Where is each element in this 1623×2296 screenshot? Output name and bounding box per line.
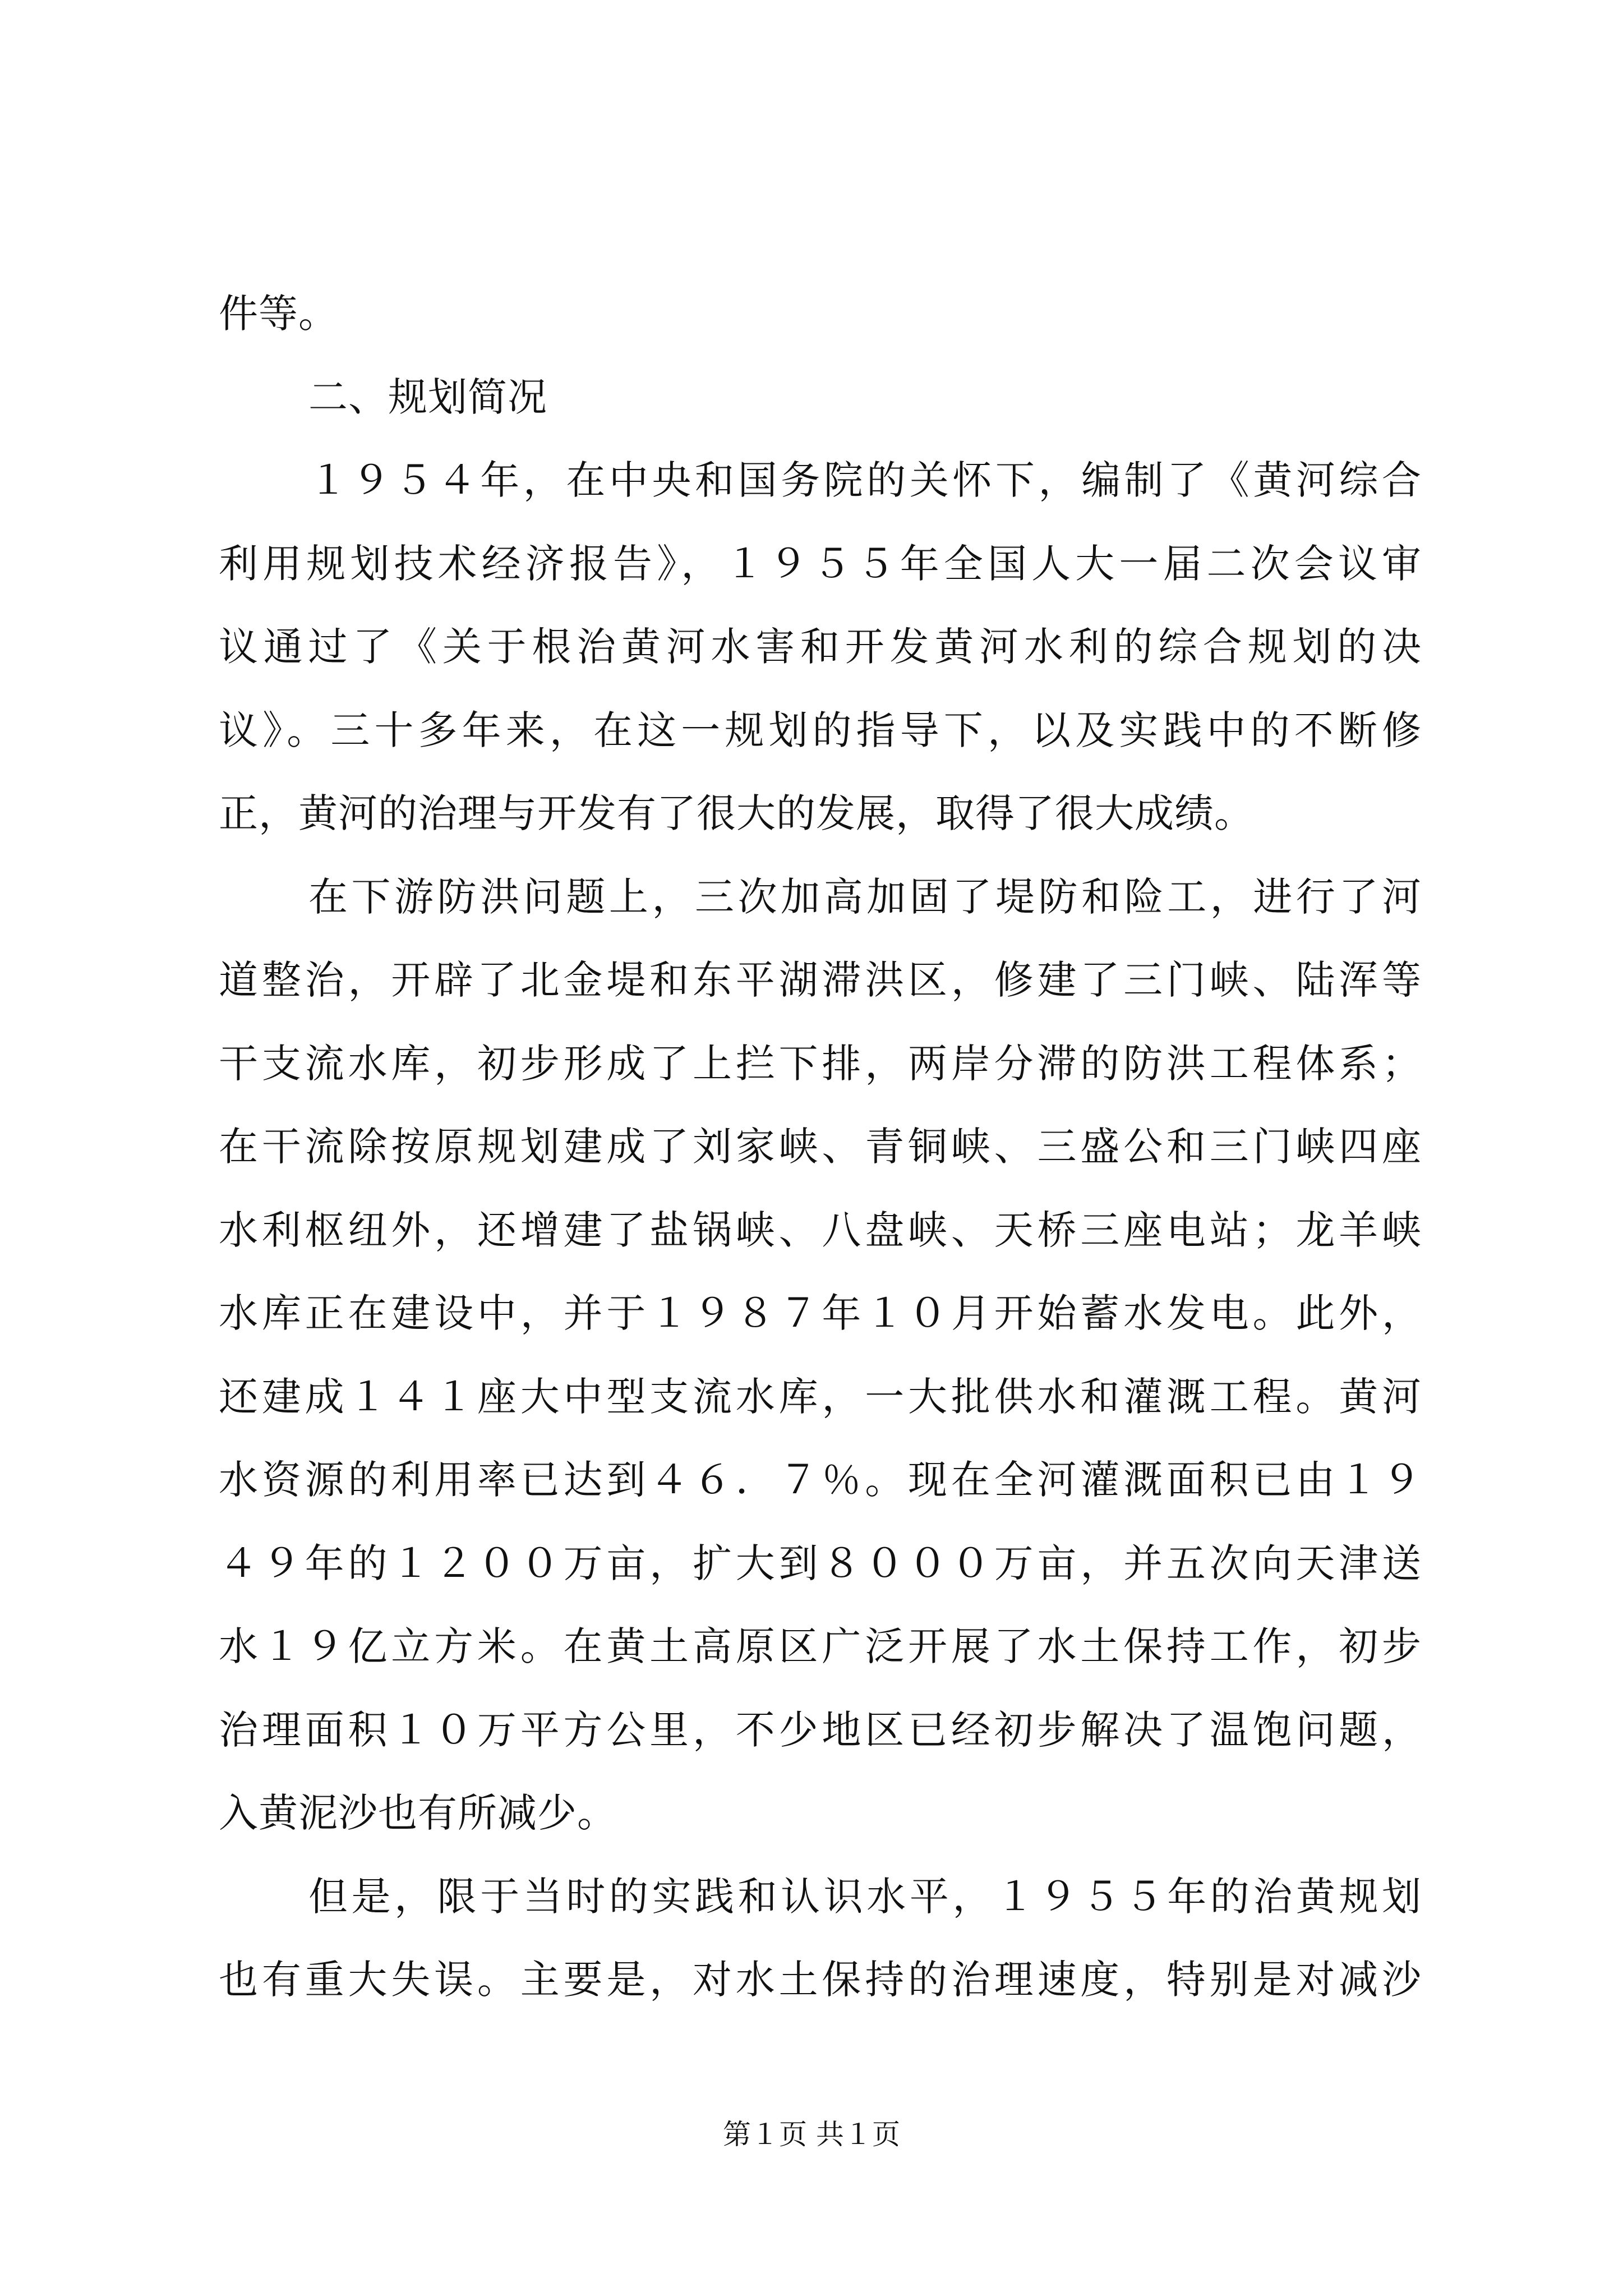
text-line: １９５４年，在中央和国务院的关怀下，编制了《黄河综合	[308, 457, 1422, 503]
text-line: 件等。	[219, 291, 338, 337]
text-line: 在下游防洪问题上，三次加高加固了堤防和险工，进行了河	[308, 873, 1422, 920]
text-line: 治理面积１０万平方公里，不少地区已经初步解决了温饱问题，	[219, 1706, 1422, 1753]
text-line: 但是，限于当时的实践和认识水平，１９５５年的治黄规划	[308, 1873, 1422, 1920]
text-line: 道整治，开辟了北金堤和东平湖滞洪区，修建了三门峡、陆浑等	[219, 957, 1422, 1003]
text-line: 干支流水库，初步形成了上拦下排，两岸分滞的防洪工程体系；	[219, 1040, 1422, 1087]
text-line: 议通过了《关于根治黄河水害和开发黄河水利的综合规划的决	[219, 624, 1422, 670]
body-text	[219, 272, 1422, 2022]
text-line: 也有重大失误。主要是，对水土保持的治理速度，特别是对减沙	[219, 1957, 1422, 2003]
text-line: 水１９亿立方米。在黄土高原区广泛开展了水土保持工作，初步	[219, 1623, 1422, 1669]
text-line: 水资源的利用率已达到４６．７％。现在全河灌溉面积已由１９	[219, 1457, 1422, 1503]
text-line: 水库正在建设中，并于１９８７年１０月开始蓄水发电。此外，	[219, 1290, 1422, 1336]
text-line: 二、规划简况	[308, 374, 547, 420]
text-line: 议》。三十多年来，在这一规划的指导下，以及实践中的不断修	[219, 707, 1422, 753]
text-line: 水利枢纽外，还增建了盐锅峡、八盘峡、天桥三座电站；龙羊峡	[219, 1207, 1422, 1253]
page-footer: 第１页 共１页	[723, 2118, 900, 2151]
text-line: 利用规划技术经济报告》，１９５５年全国人大一届二次会议审	[219, 540, 1422, 587]
text-line: 在干流除按原规划建成了刘家峡、青铜峡、三盛公和三门峡四座	[219, 1124, 1422, 1170]
text-line: 还建成１４１座大中型支流水库，一大批供水和灌溉工程。黄河	[219, 1373, 1422, 1420]
text-line: ４９年的１２００万亩，扩大到８０００万亩，并五次向天津送	[219, 1540, 1422, 1586]
text-line: 正，黄河的治理与开发有了很大的发展，取得了很大成绩。	[219, 790, 1254, 836]
text-line: 入黄泥沙也有所减少。	[219, 1790, 617, 1836]
